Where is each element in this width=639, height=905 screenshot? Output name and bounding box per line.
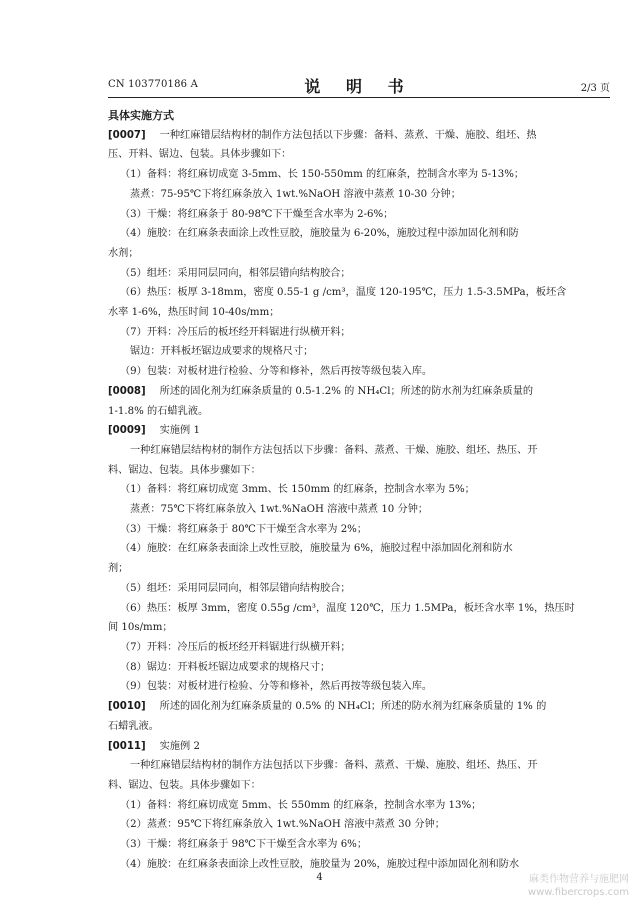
step-line: （3）干燥：将红麻条于 80-98℃下干燥至含水率为 2-6%； [120, 208, 394, 220]
continuation-line: 料、锯边、包装。具体步骤如下： [108, 464, 261, 476]
step-line: 蒸煮：75℃下将红麻条放入 1wt.%NaOH 溶液中蒸煮 10 分钟； [130, 504, 429, 516]
step-line: （6）热压：板厚 3-18mm，密度 0.55-1 g /cm³，温度 120-195℃，压力 1.5-3.5MPa，板坯含 [120, 287, 567, 299]
step-line: （7）开料：冷压后的板坯经开料锯进行纵横开料； [120, 641, 351, 653]
step-line: （7）开料：冷压后的板坯经开料锯进行纵横开料； [120, 326, 351, 338]
paragraph-line [108, 737, 610, 757]
paragraph-number: [0009] [108, 425, 146, 437]
paragraph-text: 实施例 1 [159, 425, 200, 437]
document-body [108, 106, 610, 874]
paragraph-number: [0008] [108, 385, 146, 397]
step-line: （9）包装：对板材进行检验、分等和修补，然后再按等级包装入库。 [120, 366, 433, 378]
step-line: （5）组坯：采用同层同向，相邻层错向结构胶合； [120, 267, 351, 279]
header-rule [108, 97, 610, 98]
paragraph-text: 所述的固化剂为红麻条质量的 0.5% 的 NH₄Cl；所述的防水剂为红麻条质量的 1% 的 [159, 701, 547, 713]
step-line: （4）施胶：在红麻条表面涂上改性豆胶，施胶量为 20%，施胶过程中添加固化剂和防水 [120, 858, 520, 870]
step-line: （8）锯边：开料板坯锯边成要求的规格尺寸； [120, 661, 331, 673]
step-line: （4）施胶：在红麻条表面涂上改性豆胶，施胶量为 6-20%，施胶过程中添加固化剂和防 [120, 228, 519, 240]
page-indicator: 2/3 页 [580, 83, 610, 94]
paragraph-text: 实施例 2 [159, 740, 200, 752]
paragraph-line [108, 382, 610, 402]
step-line: （1）备料：将红麻切成宽 3-5mm、长 150-550mm 的红麻条，控制含水率为 5-13%； [120, 169, 525, 181]
continuation-line: 间 10s/mm； [108, 622, 173, 634]
watermark-name: 麻类作物营养与施肥网 [529, 874, 629, 885]
step-line: （6）热压：板厚 3mm，密度 0.55g /cm³，温度 120℃，压力 1.5MPa，板坯含水率 1%，热压时 [120, 602, 575, 614]
paragraph-line [108, 697, 610, 717]
step-line: （4）施胶：在红麻条表面涂上改性豆胶，施胶量为 6%，施胶过程中添加固化剂和防水 [120, 543, 513, 555]
step-line: （3）干燥：将红麻条于 98℃下干燥至含水率为 6%； [120, 839, 368, 851]
step-line: 锯边：开料板坯锯边成要求的规格尺寸； [130, 346, 314, 358]
paragraph-line [108, 126, 610, 146]
patent-number: CN 103770186 A [108, 79, 199, 90]
section-title: 具体实施方式 [108, 109, 174, 122]
continuation-line: 料、锯边、包装。具体步骤如下： [108, 779, 261, 791]
watermark-url: www.fibercrops.com [527, 887, 629, 898]
document-title: 说 明 书 [304, 77, 414, 96]
step-line: （3）干燥：将红麻条于 80℃下干燥至含水率为 2%； [120, 523, 368, 535]
continuation-line: 石蜡乳液。 [108, 720, 159, 732]
continuation-line: 水剂； [108, 247, 139, 259]
step-line: 蒸煮：75-95℃下将红麻条放入 1wt.%NaOH 溶液中蒸煮 10-30 分钟； [130, 188, 461, 200]
step-line: （1）备料：将红麻切成宽 3mm、长 150mm 的红麻条，控制含水率为 5%； [120, 484, 475, 496]
paragraph-text: 所述的固化剂为红麻条质量的 0.5-1.2% 的 NH₄Cl；所述的防水剂为红麻条质量的 [159, 385, 534, 397]
step-line: （9）包装：对板材进行检验、分等和修补，然后再按等级包装入库。 [120, 681, 433, 693]
watermark [528, 873, 629, 899]
paragraph-number: [0010] [108, 701, 146, 713]
continuation-line: 1-1.8% 的石蜡乳液。 [108, 405, 209, 417]
paragraph-line [108, 421, 610, 441]
step-line: 一种红麻错层结构材的制作方法包括以下步骤：备料、蒸煮、干燥、施胶、组坯、热压、开 [130, 444, 538, 456]
step-line: （1）备料：将红麻切成宽 5mm、长 550mm 的红麻条，控制含水率为 13%； [120, 799, 482, 811]
page-header [108, 76, 610, 94]
paragraph-text: 一种红麻错层结构材的制作方法包括以下步骤：备料、蒸煮、干燥、施胶、组坯、热 [159, 129, 537, 141]
page-number: 4 [316, 872, 323, 883]
paragraph-number: [0007] [108, 129, 146, 141]
paragraph-number: [0011] [108, 740, 146, 752]
continuation-line: 剂； [108, 563, 129, 575]
continuation-line: 水率 1-6%，热压时间 10-40s/mm； [108, 307, 280, 319]
step-line: （5）组坯：采用同层同向，相邻层错向结构胶合； [120, 582, 351, 594]
step-line: 一种红麻错层结构材的制作方法包括以下步骤：备料、蒸煮、干燥、施胶、组坯、热压、开 [130, 760, 538, 772]
step-line: （2）蒸煮：95℃下将红麻条放入 1wt.%NaOH 溶液中蒸煮 30 分钟； [120, 819, 445, 831]
continuation-line: 压、开料、锯边、包装。具体步骤如下： [108, 149, 292, 161]
